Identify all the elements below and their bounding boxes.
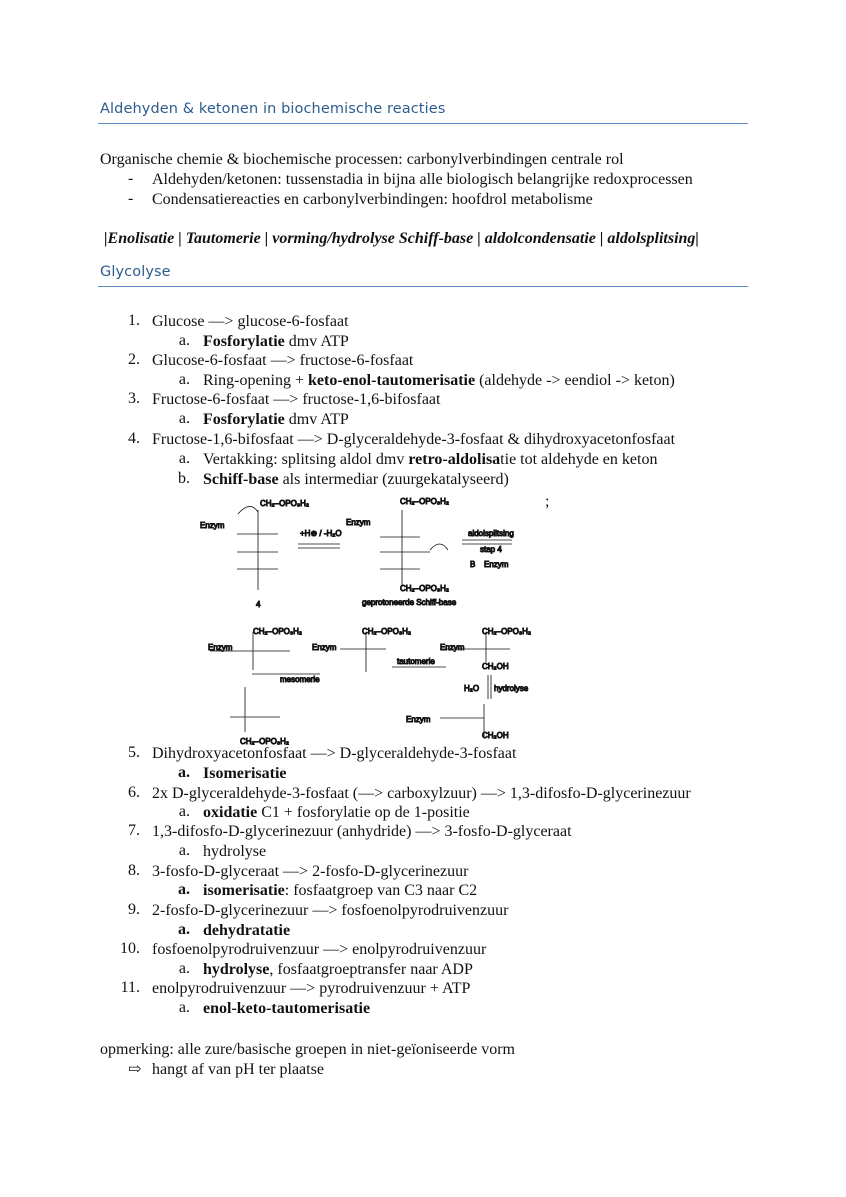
sub-step-text (203, 450, 657, 469)
sub-step-marker: a. (178, 332, 190, 349)
sub-step-marker: b. (178, 470, 190, 487)
sub-step-text (203, 960, 473, 979)
sub-step-marker: a. (178, 410, 190, 427)
sub-step-marker: a. (178, 803, 190, 820)
step-label: fosfoenolpyrodruivenzuur —> enolpyrodruivenzuur (152, 941, 487, 958)
step-suffix: C1 + fosforylatie op de 1-positie (257, 804, 470, 821)
enzyme-label: Enzym (406, 715, 431, 724)
aldolsplitsing-label: aldolsplitsing (468, 529, 514, 538)
step-number: 8. (128, 862, 140, 879)
step-prefix: Ring-opening + (203, 372, 309, 389)
heading-rule (98, 123, 748, 124)
step-text (152, 862, 468, 881)
sub-step-text (203, 842, 266, 861)
step-label: Glucose-6-fosfaat —> fructose-6-fosfaat (152, 352, 414, 369)
bullet-dash: - (128, 170, 134, 187)
semicolon: ; (545, 493, 550, 510)
step-number: 6. (128, 784, 140, 801)
mesomerie-label: mesomerie (280, 675, 320, 684)
hydrolyse-label: hydrolyse (494, 684, 529, 693)
step-label: 1,3-difosfo-D-glycerinezuur (anhydride) —> 3-fosfo-D-glyceraat (152, 823, 572, 840)
step-keyword: keto-enol-tautomerisatie (308, 372, 476, 389)
sub-step-text (203, 410, 349, 429)
step-number: 11. (120, 979, 140, 996)
sub-step-marker: a. (178, 960, 190, 977)
intro-bullet: Aldehyden/ketonen: tussenstadia in bijna alle biologisch belangrijke redoxprocessen (152, 171, 693, 188)
step-keyword: hydrolyse (203, 961, 270, 978)
remark-arrow-line: hangt af van pH ter plaatse (152, 1061, 324, 1078)
step-label: Fructose-6-fosfaat —> fructose-1,6-bifosfaat (152, 391, 441, 408)
sub-step-text (203, 921, 290, 940)
step-label: Dihydroxyacetonfosfaat —> D-glyceraldehyde-3-fosfaat (152, 745, 517, 762)
step-label: 2-fosfo-D-glycerinezuur —> fosfoenolpyrodruivenzuur (152, 902, 509, 919)
step-keyword: enol-keto-tautomerisatie (203, 1000, 371, 1017)
step-label: hydrolyse (203, 843, 267, 860)
step-label: Glucose —> glucose-6-fosfaat (152, 313, 349, 330)
schiff-base-label: geprotoneerde Schiff-base (362, 598, 457, 607)
enzyme-label: Enzym (346, 518, 371, 527)
intro-bullet: Condensatiereacties en carbonylverbindingen: hoofdrol metabolisme (152, 191, 593, 208)
step-keyword: Isomerisatie (203, 765, 287, 782)
conditions-label: +H⊕ / -H₂O (300, 529, 342, 538)
phosphate-label: CH₂–OPO₃H₂ (362, 627, 412, 636)
step-text (152, 430, 675, 449)
phosphate-label: CH₂–OPO₃H₂ (400, 584, 450, 593)
step-label: 2x D-glyceraldehyde-3-fosfaat (—> carboxylzuur) —> 1,3-difosfo-D-glycerinezuur (152, 785, 691, 802)
phosphate-label: CH₂–OPO₃H₂ (260, 499, 310, 508)
step-suffix: als intermediar (zuurgekatalyseerd) (278, 471, 509, 488)
sub-step-marker: a. (178, 921, 190, 938)
sub-step-text (203, 803, 470, 822)
sub-step-text (203, 764, 287, 783)
step-text (152, 940, 486, 959)
step-suffix: tie tot aldehyde en keton (500, 451, 658, 468)
step-number: 7. (128, 822, 140, 839)
sub-step-text (203, 881, 477, 900)
enzyme-label: Enzym (312, 643, 337, 652)
step-label: enolpyrodruivenzuur —> pyrodruivenzuur + ATP (152, 980, 471, 997)
enzyme-label: Enzym (208, 643, 233, 652)
sub-step-text (203, 470, 509, 489)
enzyme-label: Enzym (200, 521, 225, 530)
sub-step-text (203, 332, 349, 351)
step-number: 3. (128, 390, 140, 407)
sub-step-text (203, 999, 370, 1018)
sub-step-marker: a. (178, 842, 190, 859)
step-label: 3-fosfo-D-glyceraat —> 2-fosfo-D-glycerinezuur (152, 863, 469, 880)
phosphate-label: CH₂–OPO₃H₂ (482, 627, 532, 636)
step-suffix: , fosfaatgroeptransfer naar ADP (269, 961, 473, 978)
step-keyword: retro-aldolisa (408, 451, 501, 468)
step-keyword: Schiff-base (203, 471, 279, 488)
step-number: 2. (128, 351, 140, 368)
phosphate-label: CH₂–OPO₃H₂ (400, 497, 450, 506)
sub-step-marker: a. (178, 999, 190, 1016)
step-keyword: oxidatie (203, 804, 258, 821)
step-number: 1. (128, 312, 140, 329)
step-suffix: dmv ATP (284, 333, 349, 350)
enzyme-label: Enzym (484, 560, 509, 569)
arrow-icon: ⇨ (128, 1061, 142, 1078)
step-number: 5. (128, 744, 140, 761)
step-text (152, 979, 470, 998)
section-heading-aldehyden: Aldehyden & ketonen in biochemische reacties (100, 101, 446, 117)
sub-step-marker: a. (178, 371, 190, 388)
ch2oh-label: CH₂OH (482, 731, 509, 740)
intro-line: Organische chemie & biochemische processen: carbonylverbindingen centrale rol (100, 151, 624, 168)
step-text (152, 784, 691, 803)
step-suffix: (aldehyde -> eendiol -> keton) (475, 372, 675, 389)
sub-step-text (203, 371, 675, 390)
sub-step-marker: a. (178, 450, 190, 467)
phosphate-label: CH₂–OPO₃H₂ (253, 627, 303, 636)
section-heading-glycolyse: Glycolyse (100, 264, 171, 280)
step-keyword: Fosforylatie (203, 411, 285, 428)
enzyme-label: Enzym (440, 643, 465, 652)
step-text (152, 822, 572, 841)
step-text (152, 901, 508, 920)
step-label: Fructose-1,6-bifosfaat —> D-glyceraldehyde-3-fosfaat & dihydroxyacetonfosfaat (152, 431, 676, 448)
water-label: H₂O (464, 684, 480, 693)
step-keyword: isomerisatie (203, 882, 285, 899)
step-number: 4. (128, 430, 140, 447)
base-label: B (470, 560, 476, 569)
sub-step-marker: a. (178, 764, 190, 781)
heading-rule (98, 286, 748, 287)
step-text (152, 390, 440, 409)
sub-step-marker: a. (178, 881, 190, 898)
step-prefix: Vertakking: splitsing aldol dmv (203, 451, 409, 468)
step-text (152, 312, 349, 331)
step-suffix: : fosfaatgroep van C3 naar C2 (284, 882, 478, 899)
step-suffix: dmv ATP (284, 411, 349, 428)
bullet-dash: - (128, 190, 134, 207)
phosphate-label: CH₂–OPO₃H₂ (240, 737, 290, 746)
remark-line: opmerking: alle zure/basische groepen in niet-geïoniseerde vorm (100, 1041, 515, 1058)
step-number: 9. (128, 901, 140, 918)
step-text (152, 351, 413, 370)
schiff-base-reaction-scheme (0, 492, 846, 752)
step-keyword: dehydratatie (203, 922, 291, 939)
step-keyword: Fosforylatie (203, 333, 285, 350)
ch2oh-label: CH₂OH (482, 662, 509, 671)
summary-line: |Enolisatie | Tautomerie | vorming/hydrolyse Schiff-base | aldolcondensatie | aldolsplitsing| (104, 230, 699, 247)
stap4-label: stap 4 (480, 545, 502, 554)
tautomerie-label: tautomerie (397, 657, 435, 666)
step-number: 10. (120, 940, 140, 957)
compound-number: 4 (256, 600, 261, 609)
